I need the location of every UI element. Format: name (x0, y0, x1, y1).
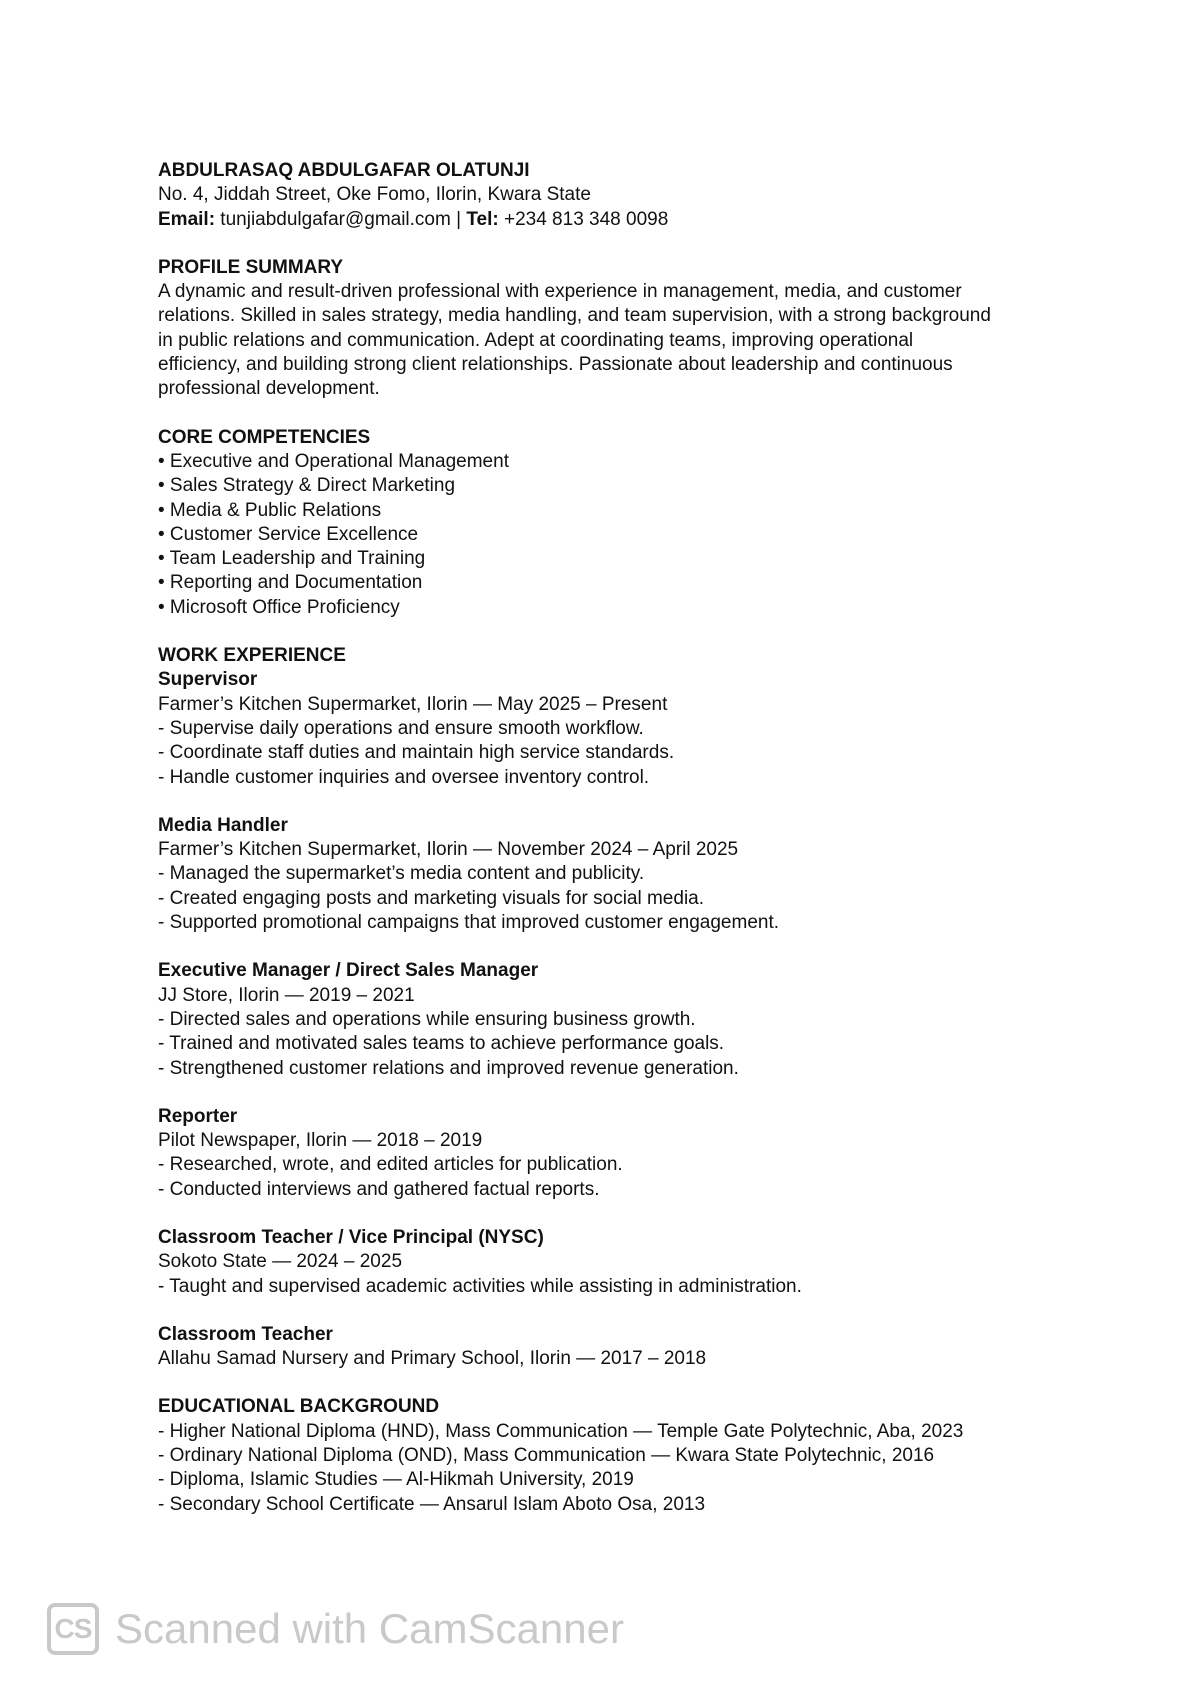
job-title: Reporter (158, 1105, 238, 1127)
profile-line: efficiency, and building strong client relationships. Passionate about leadership and continuous (158, 354, 953, 376)
job-bullet: - Taught and supervised academic activities while assisting in administration. (158, 1275, 802, 1297)
education-section (158, 1395, 1058, 1516)
profile-line: A dynamic and result-driven professional with experience in management, media, and customer (158, 281, 962, 303)
job-entry (158, 1323, 1058, 1372)
job-meta: Farmer’s Kitchen Supermarket, Ilorin — May 2025 – Present (158, 693, 668, 715)
contact-line (158, 208, 1058, 232)
job-meta: Pilot Newspaper, Ilorin — 2018 – 2019 (158, 1130, 483, 1152)
profile-line: in public relations and communication. Adept at coordinating teams, improving operational (158, 329, 914, 351)
job-meta: Allahu Samad Nursery and Primary School, Ilorin — 2017 – 2018 (158, 1348, 707, 1370)
competency-item: • Team Leadership and Training (158, 548, 426, 570)
education-item: - Ordinary National Diploma (OND), Mass Communication — Kwara State Polytechnic, 2016 (158, 1445, 935, 1467)
core-competencies-section (158, 426, 1058, 620)
job-entry (158, 959, 1058, 1080)
job-entry (158, 668, 1058, 789)
work-experience-section (158, 644, 1058, 1371)
resume-page (158, 159, 1058, 1517)
job-bullet: - Researched, wrote, and edited articles for publication. (158, 1154, 623, 1176)
job-bullet: - Strengthened customer relations and improved revenue generation. (158, 1057, 739, 1079)
tel-value: +234 813 348 0098 (498, 208, 669, 230)
job-bullet: - Supported promotional campaigns that improved customer engagement. (158, 912, 780, 934)
job-bullet: - Trained and motivated sales teams to achieve performance goals. (158, 1033, 725, 1055)
resume-header (158, 159, 1058, 232)
job-title: Media Handler (158, 814, 288, 836)
job-bullet: - Coordinate staff duties and maintain high service standards. (158, 742, 675, 764)
camscanner-logo-icon: CS (47, 1603, 99, 1655)
section-heading: WORK EXPERIENCE (158, 645, 346, 667)
job-bullet: - Handle customer inquiries and oversee inventory control. (158, 766, 650, 788)
job-title: Classroom Teacher / Vice Principal (NYSC) (158, 1226, 544, 1248)
competency-item: • Customer Service Excellence (158, 523, 419, 545)
education-item: - Higher National Diploma (HND), Mass Communication — Temple Gate Polytechnic, Aba, 2023 (158, 1420, 964, 1442)
profile-line: relations. Skilled in sales strategy, media handling, and team supervision, with a strong background (158, 305, 991, 327)
job-title: Classroom Teacher (158, 1323, 333, 1345)
job-entry (158, 814, 1058, 935)
job-bullet: - Supervise daily operations and ensure smooth workflow. (158, 717, 644, 739)
job-title: Executive Manager / Direct Sales Manager (158, 960, 539, 982)
job-entry (158, 1226, 1058, 1299)
watermark-text: Scanned with CamScanner (115, 1605, 624, 1652)
education-item: - Secondary School Certificate — Ansarul Islam Aboto Osa, 2013 (158, 1493, 706, 1515)
section-heading: CORE COMPETENCIES (158, 426, 371, 448)
candidate-name: ABDULRASAQ ABDULGAFAR OLATUNJI (158, 160, 530, 181)
job-bullet: - Managed the supermarket’s media content and publicity. (158, 863, 645, 885)
camscanner-watermark (47, 1601, 624, 1657)
tel-label: Tel: (466, 208, 499, 230)
job-meta: Farmer’s Kitchen Supermarket, Ilorin — November 2024 – April 2025 (158, 839, 739, 861)
job-bullet: - Directed sales and operations while ensuring business growth. (158, 1008, 696, 1030)
competency-item: • Microsoft Office Proficiency (158, 596, 400, 618)
address: No. 4, Jiddah Street, Oke Fomo, Ilorin, Kwara State (158, 184, 591, 206)
profile-line: professional development. (158, 378, 380, 400)
competency-item: • Reporting and Documentation (158, 572, 423, 594)
section-heading: EDUCATIONAL BACKGROUND (158, 1396, 440, 1418)
competency-item: • Sales Strategy & Direct Marketing (158, 475, 456, 497)
competency-item: • Media & Public Relations (158, 499, 382, 521)
competency-item: • Executive and Operational Management (158, 450, 509, 472)
email-label: Email: (158, 208, 216, 230)
job-meta: JJ Store, Ilorin — 2019 – 2021 (158, 984, 415, 1006)
job-bullet: - Created engaging posts and marketing visuals for social media. (158, 887, 705, 909)
job-meta: Sokoto State — 2024 – 2025 (158, 1251, 403, 1273)
job-bullet: - Conducted interviews and gathered factual reports. (158, 1178, 600, 1200)
profile-summary-section (158, 256, 1058, 402)
section-heading: PROFILE SUMMARY (158, 256, 344, 278)
job-title: Supervisor (158, 669, 258, 691)
email-value: tunjiabdulgafar@gmail.com | (215, 208, 467, 230)
education-item: - Diploma, Islamic Studies — Al-Hikmah University, 2019 (158, 1469, 634, 1491)
job-entry (158, 1105, 1058, 1202)
